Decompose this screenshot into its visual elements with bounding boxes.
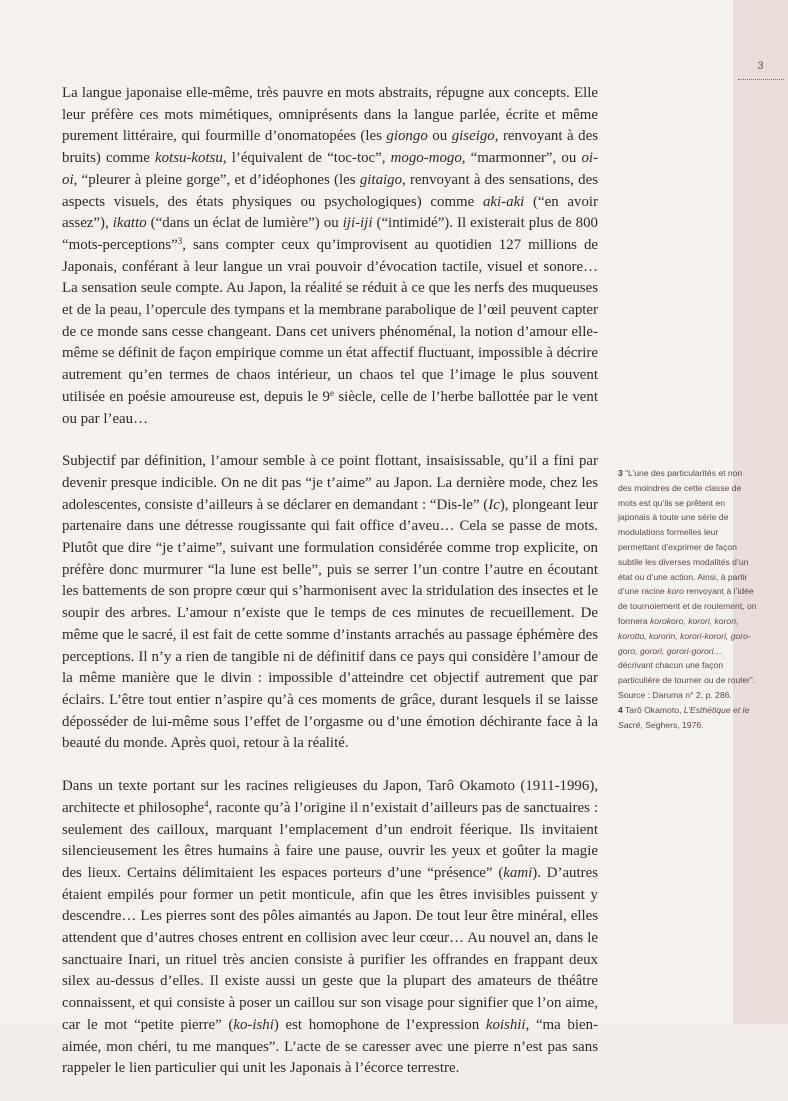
text-run: siècle, celle de l’herbe ballottée par le vent ou par l’eau… <box>62 388 598 427</box>
text-run: ou <box>427 128 452 145</box>
text-run: Dans un texte portant sur les racines religieuses du Japon, Tarô Okamoto (1911-1996), architecte et philosophe <box>62 778 598 816</box>
text-run: (“en avoir assez”), <box>62 193 598 232</box>
italic-term: gitaigo <box>359 171 403 188</box>
italic-term: giongo <box>386 128 428 145</box>
text-run: ), plongeant leur partenaire dans une détresse rougissante qui fait office d’aveu… Cela se passe de mots. Plutôt que dire “je t’aime”, suivant une formulation considérée comme trop explicite, on préfère donc murmurer “la lune est belle”, puis se serrer l’un contre l’autre en écoutant les battements de son propre cœur qui s’harmonisent avec la stridulation des insectes et le soupir des arbres. L’amour n’existe que le temps de ces minutes de recueillement. De même que le sacré, il est fait de cette somme d’instants arrachés au passage éphémère des perceptions. Il n’y a rien de tangible ni de définitif dans ce pays qui considère l’amour de la même manière que le divin : impossible d’atteindre cet objectif autrement que par éclairs. L’être tout entier n’aspire qu’à ces moments de grâce, durant lesquels il se laisse déposséder de lui-même sous l’effet de l’orgasme ou d’une émotion déchirante face à la beauté du monde. Après quoi, retour à la réalité. <box>62 496 599 752</box>
footnote-marker: 3 <box>618 468 623 478</box>
text-run: , l’équivalent de “toc-toc”, <box>222 150 391 167</box>
text-run: (“dans un éclat de lumière”) ou <box>146 215 343 232</box>
italic-term: koro <box>667 586 684 597</box>
italic-term: mogo-mogo <box>390 150 462 167</box>
italic-term: ko-ishi <box>233 1016 274 1033</box>
italic-term: aki-aki <box>482 193 525 210</box>
text-run: Subjectif par définition, l’amour semble à ce point flottant, insaisissable, qu’il a fini par devenir presque indicible. On ne dit pas “je t’aime” au Japon. La dernière mode, chez les adolescentes, consiste d’ailleurs à se déclarer en demandant : “Dis-le” ( <box>62 453 598 513</box>
text-run: , Seghers, 1976. <box>640 719 704 730</box>
text-run: décrivant chacun une façon particulière de tourner ou de rouler”. Source : Daruma n° 2, p. 286. <box>618 660 756 700</box>
paragraph-2 <box>62 451 598 755</box>
footnote-marker: 4 <box>618 704 623 715</box>
body-text <box>62 83 598 1101</box>
italic-term: Ic <box>488 496 500 513</box>
text-run: , sans compter ceux qu’improvisent au quotidien 127 millions de Japonais, conférant à leur langue un vrai pouvoir d’évocation tactile, visuel et sonore… La sensation seule compte. Au Japon, la réalité se réduit à ce que les nerfs des muqueuses et de la peau, l’opercule des tympans et la membrane parabolique de l’œil peuvent capter de ce monde sans cesse changeant. Dans cet univers phénoménal, la notion d’amour elle-même se définit de façon empirique comme un état affectif fluctuant, impossible à décrire autrement qu’en termes de chaos intérieur, un chaos tel que l’image le plus souvent utilisée en poésie amoureuse est, depuis le 9 <box>62 236 598 405</box>
italic-term: oi-oi <box>62 150 598 188</box>
footnotes <box>618 466 758 732</box>
text-run: , “marmonner”, ou <box>461 150 582 167</box>
text-run: (“intimidé”). Il existerait plus de 800 “mots-perceptions” <box>62 215 598 253</box>
text-run: “L’une des particularités et non des moindres de cette classe de mots est qu’ils se prêtent en japonais à toute une série de modulations formelles leur permettant d’exprimer de façon subtile les diverses modalités d’un état ou d’une action. Ainsi, à partir d’une racine <box>618 468 749 597</box>
paragraph-1 <box>62 83 598 430</box>
italic-term: ikatto <box>112 215 147 232</box>
italic-term: kami <box>503 864 533 881</box>
italic-term: kotsu-kotsu <box>155 150 223 167</box>
superscript: e <box>329 387 334 398</box>
footnote-3 <box>618 466 758 703</box>
italic-term: korokoro, korori, koron, korotto, kororin, korori-korori, goro-goro, gorori, gorori-gorori… <box>618 615 751 656</box>
text-run: , “ma bien-aimée, mon chéri, tu me manques”. L’acte de se caresser avec une pierre n’est pas sans rappeler le lien particulier qui unit les Japonais à l’écorce terrestre. <box>62 1016 598 1077</box>
italic-term: koishii <box>485 1016 526 1033</box>
text-run: , raconte qu’à l’origine il n’existait d’ailleurs pas de sanctuaires : seulement des cailloux, marquant l’emplacement d’un endroit féerique. Ils invitaient silencieusement les êtres humains à faire une pause, ouvrir les yeux et goûter la magie des lieux. Certains délimitaient les espaces porteurs d’une “présence” ( <box>62 799 598 881</box>
superscript: 4 <box>203 798 209 809</box>
page-number-rule <box>738 79 784 80</box>
text-run: renvoyant à l’idée de tournoiement et de roulement, on formera <box>618 586 757 626</box>
paragraph-3 <box>62 776 598 1080</box>
text-run: , renvoyant à des sensations, des aspects visuels, des états physiques ou psychologiques) comme <box>62 171 598 210</box>
text-run: La langue japonaise elle-même, très pauvre en mots abstraits, répugne aux concepts. Elle leur préfère ces mots mimétiques, omniprésents dans la langue parlée, écrite et même purement littéraire, qui fourmille d’onomatopées (les <box>62 85 598 145</box>
page-number: 3 <box>757 60 764 72</box>
italic-term: L’Esthétique et le Sacré <box>618 704 750 730</box>
italic-term: giseigo <box>451 128 495 145</box>
text-run: , renvoyant à des bruits) comme <box>62 128 599 167</box>
text-run: ). D’autres étaient empilés pour former un petit monticule, afin que les êtres invisibles puissent y descendre… Les pierres sont des pôles aimantés au Japon. De tout leur être minéral, elles attendent que d’autres choses entrent en collision avec leur cœur… Au nouvel an, dans le sanctuaire Inari, un rituel très ancien consiste à purifier les offrandes en frappant deux silex au-dessus d’elles. Il existe aussi un geste que la plupart des amateurs de théâtre connaissent, et qui consiste à poser un caillou sur son visage pour signifier que l’on aime, car le mot “petite pierre” ( <box>62 864 599 1033</box>
text-run: , “pleurer à pleine gorge”, et d’idéophones (les <box>73 171 360 188</box>
italic-term: iji-iji <box>342 215 373 232</box>
text-run: ) est homophone de l’expression <box>273 1016 486 1033</box>
text-run: Tarô Okamoto, <box>622 704 684 715</box>
footnote-4 <box>618 703 758 733</box>
superscript: 3 <box>177 235 183 246</box>
